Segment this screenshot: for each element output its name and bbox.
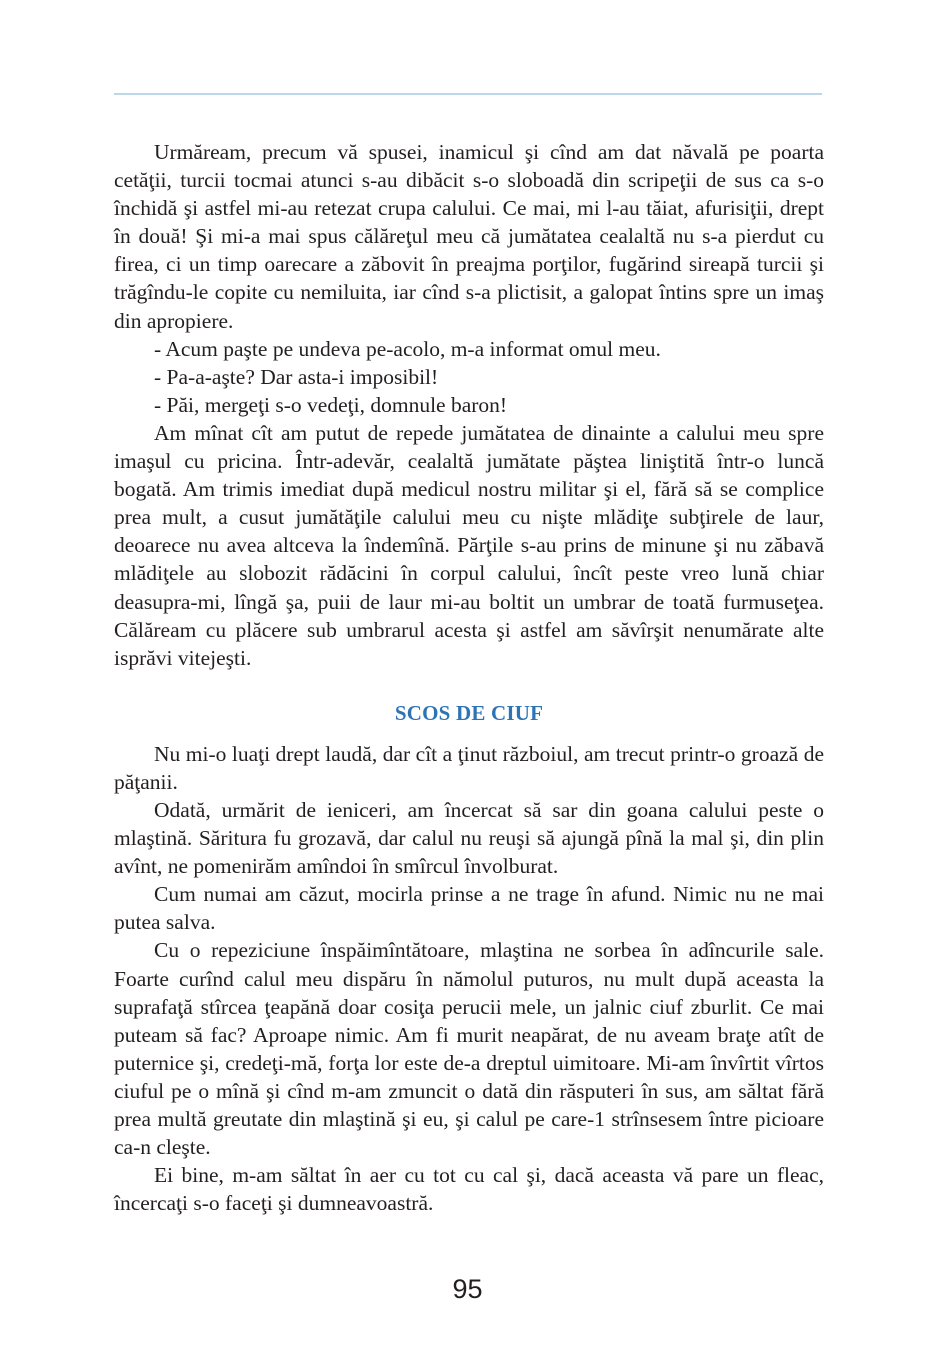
paragraph: Ei bine, m-am săltat în aer cu tot cu cal şi, dacă aceasta vă pare un fleac, încercaţi s-o faceţi şi dumneavoastră.: [114, 1163, 824, 1216]
page-number: 95: [452, 1274, 483, 1304]
paragraph: Cu o repeziciune înspăimîntătoare, mlaştina ne sorbea în adîncurile sale. Foarte curînd calul meu dispăru în nămolul puturos, nu mult după aceasta la suprafaţă stîrcea ţeapănă doar cosiţa perucii mele, un jalnic ciuf zburlit. Ce mai puteam să fac? Aproape nimic. Am fi murit neapărat, de nu aveam braţe atît de puternice şi, credeţi-mă, forţa lor este de-a dreptul uimitoare. Mi-am învîrtit vîrtos ciuful pe o mînă şi cînd m-am zmuncit o dată din răsputeri în sus, am săltat fără prea multă greutate din mlaştină şi eu, şi calul pe care-1 strînsesem între picioare ca-n cleşte.: [114, 938, 824, 1160]
paragraph: Nu mi-o luaţi drept laudă, dar cît a ţinut războiul, am trecut printr-o groază de păţanii.: [114, 741, 824, 794]
dialogue-line: - Pa-a-aşte? Dar asta-i imposibil!: [154, 364, 439, 389]
dialogue-line: - Acum paşte pe undeva pe-acolo, m-a informat omul meu.: [154, 336, 661, 361]
paragraph: Am mînat cît am putut de repede jumătatea de dinainte a calului meu spre imaşul cu pricina. Într-adevăr, cealaltă jumătate păştea liniştită într-o luncă bogată. Am trimis imediat după medicul nostru militar şi el, fără să se complice prea mult, a cusut jumătăţile calului meu cu nişte mlădiţe subţirele de laur, deoarece nu avea altceva la îndemînă. Părţile s-au prins de minune şi nu zăbavă mlădiţele au slobozit rădăcini în corpul calului, încît peste vreo lună chiar deasupra-mi, lîngă şa, puii de laur mi-au boltit un umbrar de toată furmuseţea. Călăream cu plăcere sub umbrarul acesta şi astfel am săvîrşit nenumărate alte isprăvi vitejeşti.: [114, 420, 824, 670]
paragraph: Cum numai am căzut, mocirla prinse a ne trage în afund. Nimic nu ne mai putea salva.: [114, 882, 824, 935]
paragraph: Odată, urmărit de ieniceri, am încercat să sar din goana calului peste o mlaştină. Săritura fu grozavă, dar calul nu reuşi să ajungă pînă la mal şi, din plin avînt, ne pomenirăm amîndoi în smîrcul învolburat.: [114, 797, 824, 879]
paragraph: Urmăream, precum vă spusei, inamicul şi cînd am dat năvală pe poarta cetăţii, turcii tocmai atunci s-au dibăcit s-o sloboadă din scripeţii de sus ca s-o închidă şi astfel mi-au retezat crupa calului. Ce mai, mi l-au tăiat, afurisiţii, drept în două! Şi mi-a mai spus călăreţul meu că jumătatea cealaltă nu s-a pierdut cu firea, ci un timp oarecare a zăbovit în preajma porţilor, fugărind sireapă turcii şi trăgîndu-le copite cu nemiluita, iar cînd s-a plictisit, a galopat întins spre un imaş din apropiere.: [114, 140, 824, 333]
dialogue-line: - Păi, mergeţi s-o vedeţi, domnule baron!: [154, 392, 508, 417]
section-title: SCOS DE CIUF: [394, 700, 544, 725]
page-body: [114, 138, 824, 1217]
header-rule: [114, 93, 822, 95]
